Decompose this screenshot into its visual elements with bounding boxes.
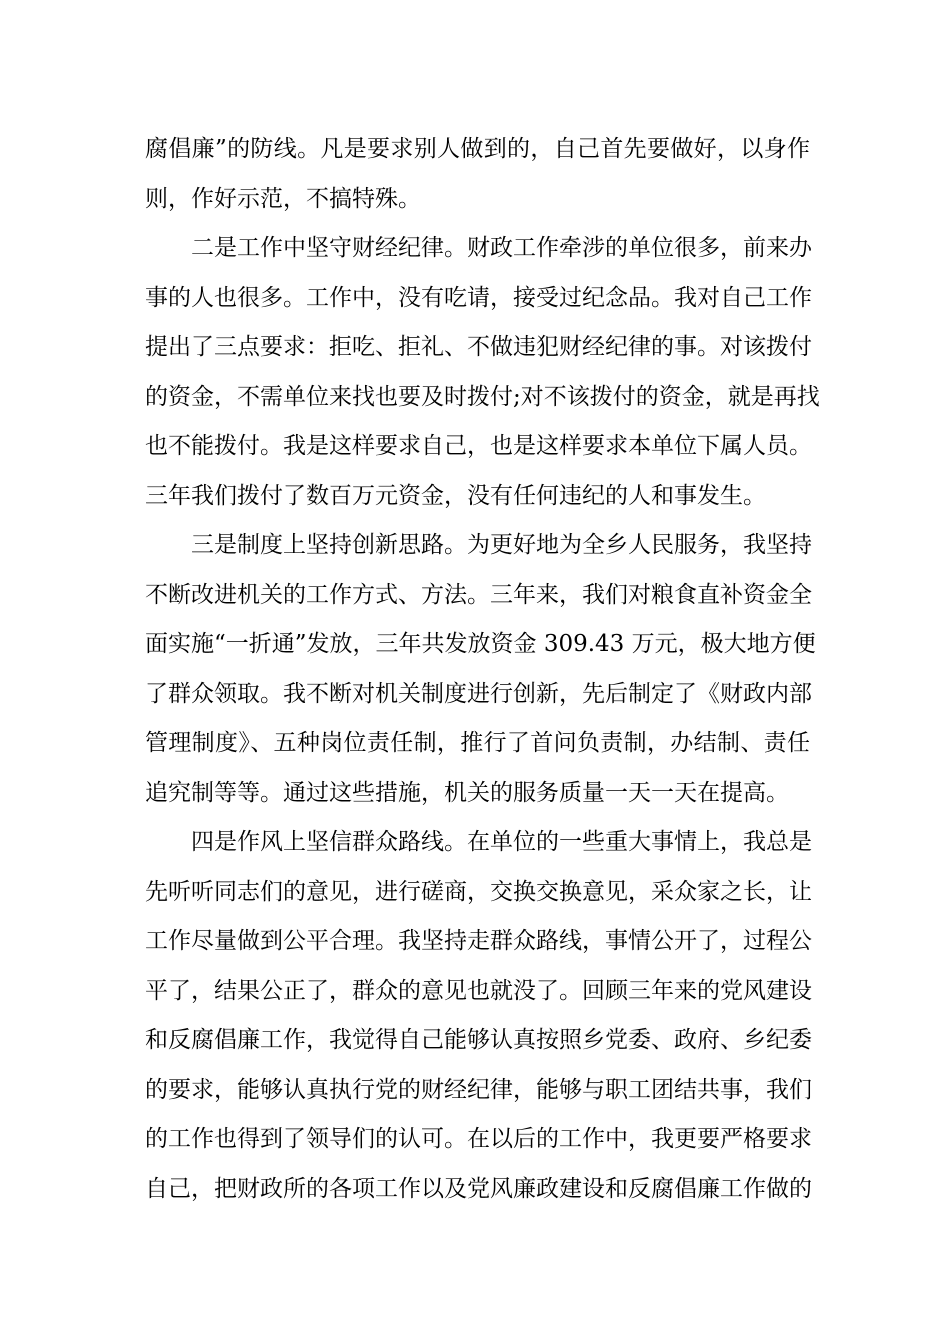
text-line: 面实施“一折通”发放，三年共发放资金 309.43 万元，极大地方便 xyxy=(145,631,816,657)
paragraph-start-line: 二是工作中坚守财经纪律。财政工作牵涉的单位很多，前来办 xyxy=(191,235,812,261)
text-line: 和反腐倡廉工作，我觉得自己能够认真按照乡党委、政府、乡纪委 xyxy=(145,1027,812,1053)
text-line: 先听听同志们的意见，进行磋商，交换交换意见，采众家之长，让 xyxy=(145,878,812,905)
text-line: 事的人也很多。工作中，没有吃请，接受过纪念品。我对自己工作 xyxy=(145,284,812,311)
text-line: 则，作好示范，不搞特殊。 xyxy=(145,185,421,212)
paragraph-start-line: 三是制度上坚持创新思路。为更好地为全乡人民服务，我坚持 xyxy=(191,532,812,558)
text-line: 三年我们拨付了数百万元资金，没有任何违纪的人和事发生。 xyxy=(145,482,766,509)
text-line: 了群众领取。我不断对机关制度进行创新，先后制定了《财政内部 xyxy=(145,680,812,707)
text-line: 管理制度》、五种岗位责任制，推行了首问负责制，办结制、责任 xyxy=(145,730,810,756)
text-line: 提出了三点要求：拒吃、拒礼、不做违犯财经纪律的事。对该拨付 xyxy=(145,334,812,360)
text-line: 的要求，能够认真执行党的财经纪律，能够与职工团结共事，我们 xyxy=(145,1076,812,1103)
text-line: 追究制等等。通过这些措施，机关的服务质量一天一天在提高。 xyxy=(145,779,789,806)
document-body xyxy=(145,125,820,1214)
text-line: 工作尽量做到公平合理。我坚持走群众路线，事情公开了，过程公 xyxy=(145,928,812,954)
text-line: 也不能拨付。我是这样要求自己，也是这样要求本单位下属人员。 xyxy=(145,433,812,459)
text-line: 不断改进机关的工作方式、方法。三年来，我们对粮食直补资金全 xyxy=(145,581,812,608)
text-line: 自己，把财政所的各项工作以及党风廉政建设和反腐倡廉工作做的 xyxy=(145,1175,812,1202)
text-line: 的资金，不需单位来找也要及时拨付;对不该拨付的资金，就是再找 xyxy=(145,383,820,410)
text-line: 腐倡廉”的防线。凡是要求别人做到的，自己首先要做好，以身作 xyxy=(145,136,810,162)
text-line: 的工作也得到了领导们的认可。在以后的工作中，我更要严格要求 xyxy=(145,1126,812,1152)
text-line: 平了，结果公正了，群众的意见也就没了。回顾三年来的党风建设 xyxy=(145,977,812,1004)
paragraph-start-line: 四是作风上坚信群众路线。在单位的一些重大事情上，我总是 xyxy=(191,829,812,855)
